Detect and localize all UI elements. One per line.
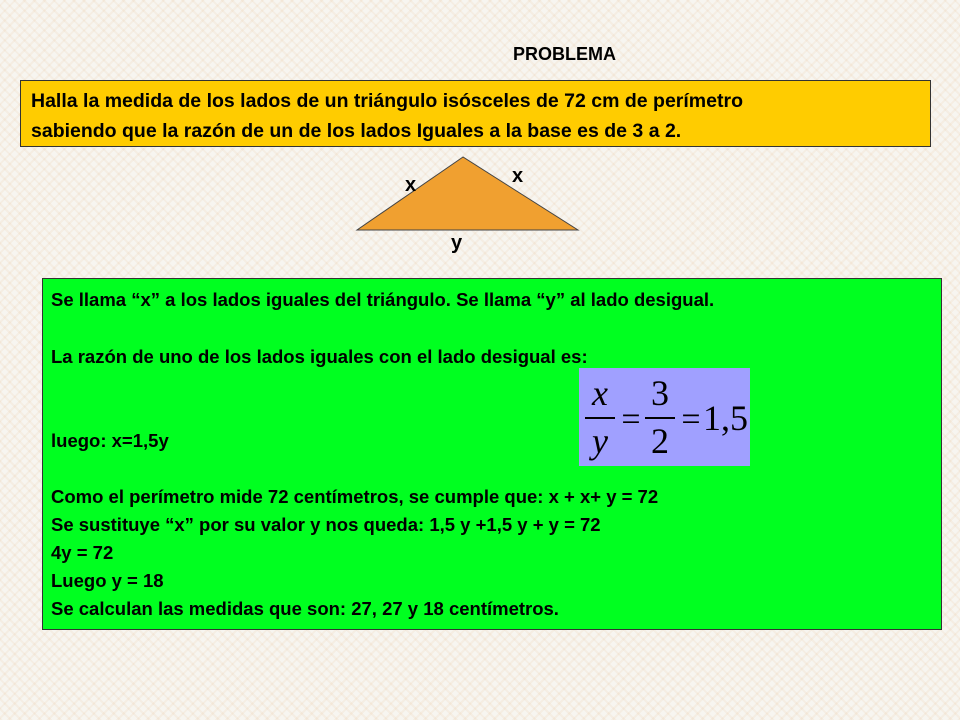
ratio-formula xyxy=(579,368,750,466)
triangle-label-left-side: x xyxy=(405,174,417,196)
solution-line: Se llama “x” a los lados iguales del triángulo. Se llama “y” al lado desigual. xyxy=(51,289,715,310)
solution-box xyxy=(42,278,942,630)
formula-result: 1,5 xyxy=(703,398,748,438)
problem-title: PROBLEMA xyxy=(513,44,616,64)
solution-line: La razón de uno de los lados iguales con el lado desigual es: xyxy=(51,346,588,367)
solution-line: Se calculan las medidas que son: 27, 27 y 18 centímetros. xyxy=(51,598,559,619)
ratio-formula-box xyxy=(579,368,750,466)
solution-line: Luego y = 18 xyxy=(51,570,164,591)
formula-denominator-2: 2 xyxy=(651,421,669,461)
formula-denominator-y: y xyxy=(592,421,608,461)
formula-equals-1: = xyxy=(621,401,641,438)
solution-line: 4y = 72 xyxy=(51,542,114,563)
isosceles-triangle xyxy=(357,157,578,230)
solution-line: luego: x=1,5y xyxy=(51,430,169,451)
problem-line-1: Halla la medida de los lados de un triángulo isósceles de 72 cm de perímetro xyxy=(31,90,743,112)
solution-line: Como el perímetro mide 72 centímetros, se cumple que: x + x+ y = 72 xyxy=(51,486,659,507)
solution-line: Se sustituye “x” por su valor y nos queda: 1,5 y +1,5 y + y = 72 xyxy=(51,514,601,535)
triangle-label-right-side: x xyxy=(512,165,524,187)
formula-equals-2: = xyxy=(681,401,701,438)
formula-numerator-x: x xyxy=(592,373,608,413)
formula-numerator-3: 3 xyxy=(651,373,669,413)
triangle-label-base: y xyxy=(451,232,463,254)
problem-line-2: sabiendo que la razón de un de los lados Iguales a la base es de 3 a 2. xyxy=(31,120,682,142)
